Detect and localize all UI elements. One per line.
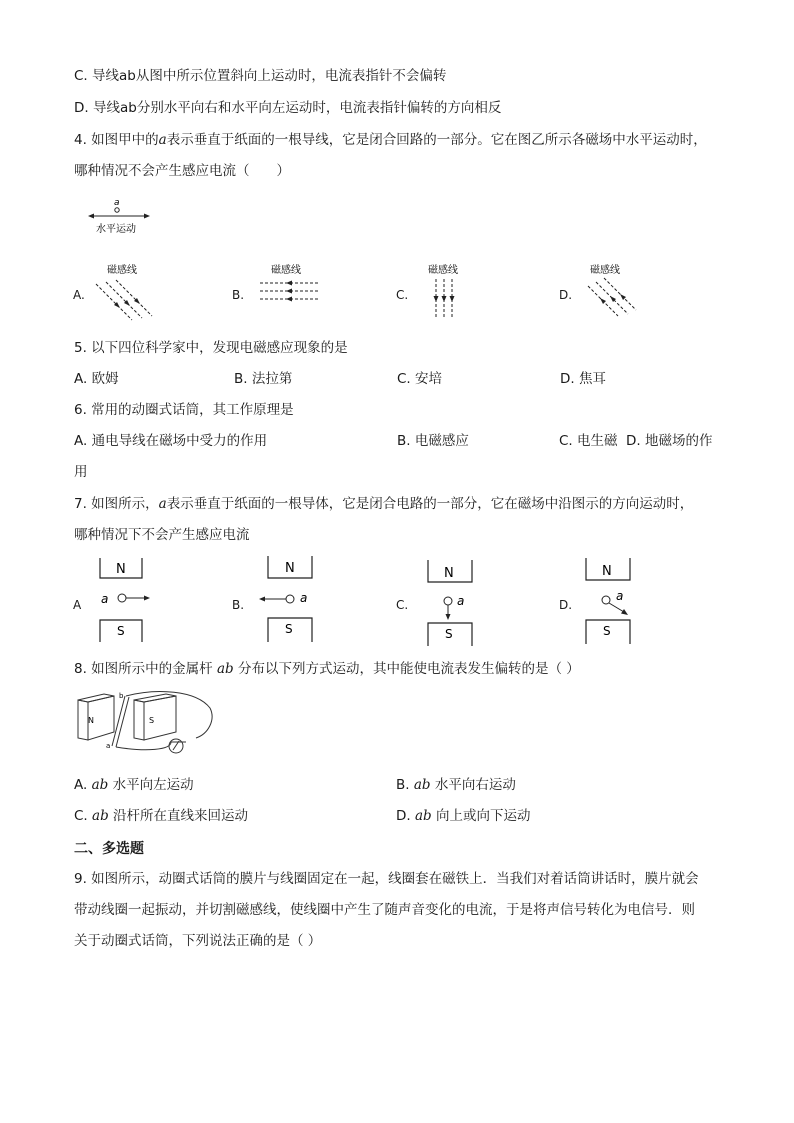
q4-field-c (420, 262, 470, 322)
q4-figure-conductor (86, 196, 156, 238)
q9-stem-line3: 关于动圈式话筒，下列说法正确的是（ ） (74, 933, 322, 949)
q7-option-a-label: A (73, 598, 82, 612)
q7-option-d-label: D. (559, 598, 573, 612)
q4-stem-line2: 哪种情况不会产生感应电流（ ） (74, 163, 290, 179)
q7-d-var: a (616, 589, 624, 603)
q7-b-pole-n: N (285, 561, 295, 576)
q3-option-d: D. 导线ab分别水平向右和水平向左运动时，电流表指针偏转的方向相反 (74, 100, 502, 116)
q7-option-b-label: B. (232, 598, 245, 612)
q6-stem: 6. 常用的动圈式话筒，其工作原理是 (74, 402, 294, 418)
q7-option-c-label: C. (396, 598, 409, 612)
q3-option-c: C. 导线ab从图中所示位置斜向上运动时，电流表指针不会偏转 (74, 68, 447, 84)
q8-option-d: D. ab 向上或向下运动 (396, 808, 531, 824)
q4-field-a (92, 262, 162, 324)
q5-option-b: B. 法拉第 (234, 371, 293, 387)
q8-option-b: B. ab 水平向右运动 (396, 777, 516, 793)
q5-option-d: D. 焦耳 (560, 371, 606, 387)
q4-field-a-label: 磁感线 (107, 265, 137, 276)
q8-figure (76, 690, 216, 758)
q8-option-a: A. ab 水平向左运动 (74, 777, 194, 793)
q8-stem: 8. 如图所示中的金属杆 ab 分布以下列方式运动，其中能使电流表发生偏转的是（ ） (74, 661, 580, 677)
q4-option-b-label: B. (232, 288, 245, 302)
q7-stem-line2: 哪种情况下不会产生感应电流 (74, 527, 250, 543)
q4-option-d-label: D. (559, 288, 573, 302)
q4-fig-caption: 水平运动 (96, 224, 136, 235)
q7-figure-c (420, 556, 480, 648)
q4-option-a-label: A. (73, 288, 85, 302)
q7-a-pole-n: N (116, 562, 126, 577)
q7-c-pole-s: S (445, 627, 453, 641)
q8-option-c: C. ab 沿杆所在直线来回运动 (74, 808, 249, 824)
q8-fig-s: S (149, 716, 155, 725)
q7-figure-d (578, 554, 640, 646)
q5-option-a: A. 欧姆 (74, 371, 119, 387)
q6-option-c: C. 电生磁 (559, 433, 618, 449)
q7-figure-b (252, 554, 322, 646)
q7-figure-a (92, 556, 152, 646)
q4-fig-a-label: a (114, 198, 120, 208)
q7-d-pole-n: N (602, 564, 612, 579)
q7-c-var: a (457, 594, 465, 608)
q4-option-c-label: C. (396, 288, 409, 302)
q8-fig-a: a (106, 742, 111, 750)
q4-stem: 4. 如图甲中的a表示垂直于纸面的一根导线，它是闭合回路的一部分。它在图乙所示各磁场中水平运动时， (74, 132, 707, 148)
q4-field-d (582, 262, 644, 322)
q7-stem: 7. 如图所示，a表示垂直于纸面的一根导体，它是闭合电路的一部分，它在磁场中沿图示的方向运动时， (74, 496, 694, 512)
q7-b-pole-s: S (285, 622, 293, 636)
q4-field-b (256, 262, 322, 308)
q7-b-var: a (300, 591, 308, 605)
q8-fig-n: N (88, 716, 94, 725)
q7-d-pole-s: S (603, 624, 611, 638)
section-title-multiple-choice: 二、多选题 (74, 841, 144, 857)
q6-option-b: B. 电磁感应 (397, 433, 469, 449)
q7-c-pole-n: N (444, 566, 454, 581)
q4-field-d-label: 磁感线 (590, 265, 620, 276)
q7-a-var: a (101, 592, 109, 606)
q4-field-c-label: 磁感线 (428, 265, 458, 276)
q9-stem-line2: 带动线圈一起振动，并切割磁感线，使线圈中产生了随声音变化的电流，于是将声信号转化为电信号．则 (74, 902, 695, 918)
q4-field-b-label: 磁感线 (271, 265, 301, 276)
q8-fig-b: b (119, 692, 124, 700)
q5-stem: 5. 以下四位科学家中，发现电磁感应现象的是 (74, 340, 348, 356)
q9-stem-line1: 9. 如图所示，动圈式话筒的膜片与线圈固定在一起，线圈套在磁铁上．当我们对着话筒讲话时，膜片就会 (74, 871, 699, 887)
q6-option-d: D. 地磁场的作 (626, 433, 713, 449)
q5-option-c: C. 安培 (397, 371, 443, 387)
q7-a-pole-s: S (117, 624, 125, 638)
q6-option-a: A. 通电导线在磁场中受力的作用 (74, 433, 268, 449)
q6-option-d-wrap: 用 (74, 464, 88, 480)
